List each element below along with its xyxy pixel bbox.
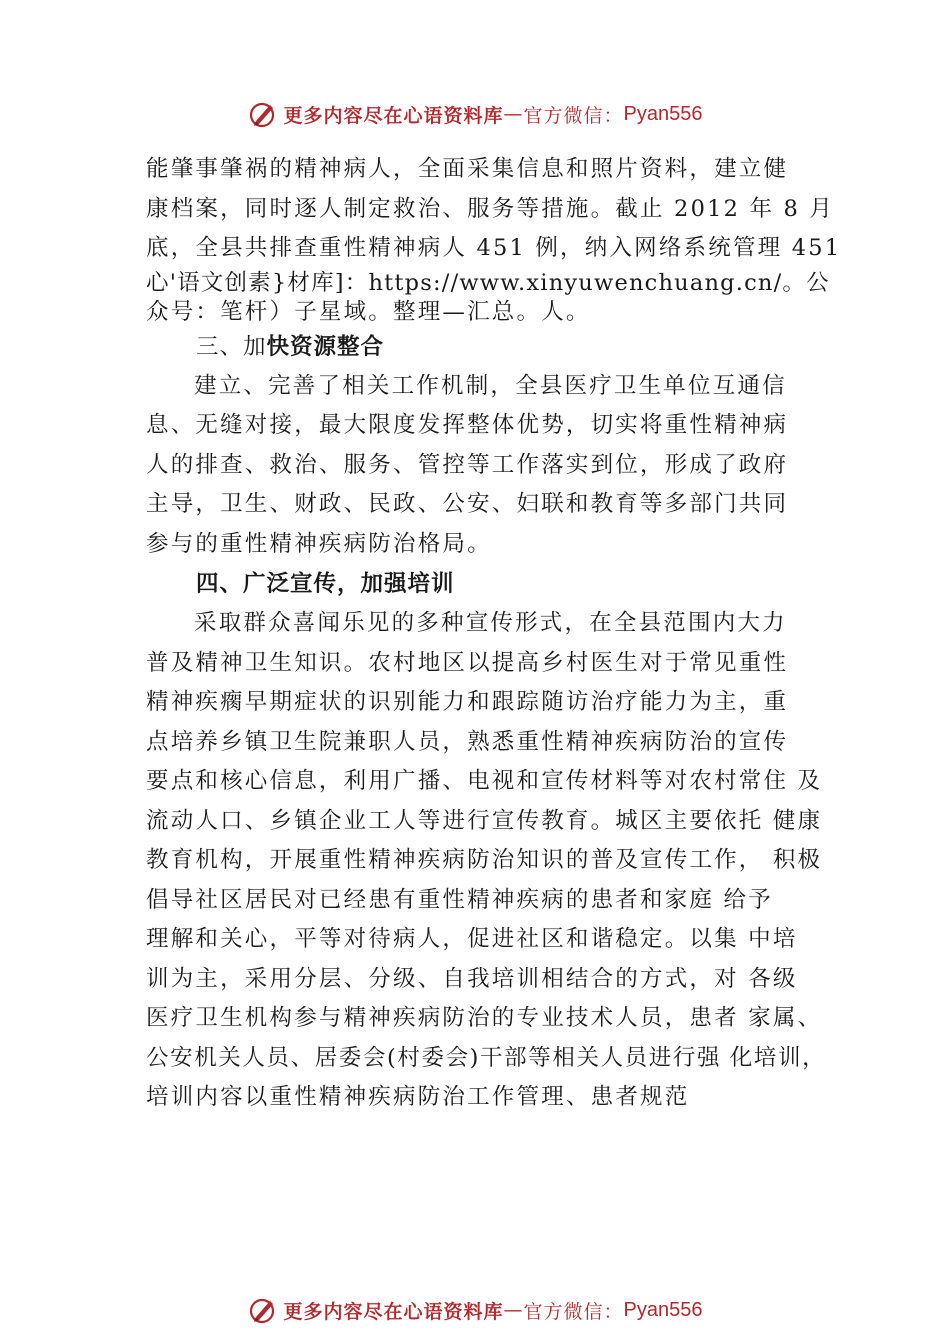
text-line: 底，全县共排查重性精神病人 451 例，纳入网络系统管理 451: [146, 235, 842, 261]
pen-logo-icon: [248, 1295, 278, 1325]
text-line: 人的排查、救治、服务、管控等工作落实到位，形成了政府: [146, 451, 789, 478]
paragraph-1: [146, 150, 842, 327]
paragraph-3: [146, 604, 836, 1118]
banner-dash: —: [503, 103, 524, 125]
text-line: 流动人口、乡镇企业工人等进行宣传教育。城区主要依托 健康: [146, 807, 823, 834]
banner-dash: —: [503, 1299, 524, 1321]
text-line: 医疗卫生机构参与精神疾病防治的专业技术人员，患者 家属、: [146, 1005, 823, 1031]
text-line: 点培养乡镇卫生院兼职人员，熟悉重性精神疾病防治的宣传: [146, 728, 789, 755]
header-banner: [0, 94, 950, 134]
heading-text: 四、广泛宣传，加强培训: [196, 571, 455, 597]
banner-wechat-id: Pyan556: [623, 102, 703, 125]
text-line: 众号：笔杆）子星域。整理—汇总。人。: [146, 298, 591, 325]
text-line: 心'语文创素}材库]：https://www.xinyuwenchuang.cn/。公: [146, 269, 830, 296]
text-line: 康档案，同时逐人制定救治、服务等措施。截止 2012 年 8 月: [146, 195, 835, 222]
text-line: 要点和核心信息，利用广播、电视和宣传材料等对农村常住 及: [146, 768, 823, 794]
text-line: 能肇事肇祸的精神病人，全面采集信息和照片资料，建立健: [146, 156, 789, 182]
banner-main-text: 更多内容尽在心语资料库: [283, 1300, 504, 1323]
paragraph-2: [146, 367, 836, 565]
text-line: 参与的重性精神疾病防治格局。: [146, 530, 492, 557]
pen-logo-icon: [248, 99, 278, 129]
heading-bold: 快资源整合: [266, 333, 385, 360]
banner-wechat-id: Pyan556: [623, 1298, 703, 1321]
text-line: 倡导社区居民对已经患有重性精神疾病的患者和家庭 给予: [146, 886, 773, 913]
text-line: 建立、完善了相关工作机制，全县医疗卫生单位互通信: [194, 372, 787, 399]
text-line: 教育机构，开展重性精神疾病防治知识的普及宣传工作， 积极: [146, 847, 823, 873]
text-line: 培训内容以重性精神疾病防治工作管理、患者规范: [146, 1084, 690, 1110]
text-line: 精神疾瘸早期症状的识别能力和跟踪随访治疗能力为主，重: [146, 689, 789, 715]
text-line: 采取群众喜闻乐见的多种宣传形式，在全县范围内大力: [194, 610, 787, 636]
heading-prefix: 三、加: [196, 333, 267, 360]
section-heading-4: [146, 564, 836, 604]
text-line: 息、无缝对接，最大限度发挥整体优势，切实将重性精神病: [146, 412, 789, 438]
banner-sub-text: 官方微信：: [523, 104, 624, 127]
text-line: 理解和关心，平等对待病人，促进社区和谐稳定。以集 中培: [146, 926, 798, 952]
banner-sub-text: 官方微信：: [523, 1300, 624, 1323]
text-line: 主导，卫生、财政、民政、公安、妇联和教育等多部门共同: [146, 491, 789, 517]
banner-main-text: 更多内容尽在心语资料库: [283, 104, 504, 127]
footer-banner: [0, 1290, 950, 1330]
text-line: 训为主，采用分层、分级、自我培训相结合的方式，对 各级: [146, 965, 798, 992]
text-line: 普及精神卫生知识。农村地区以提高乡村医生对于常见重性: [146, 649, 789, 676]
text-line: 公安机关人员、居委会(村委会)干部等相关人员进行强 化培训，: [146, 1044, 827, 1071]
document-body: [146, 150, 842, 1118]
section-heading-3: [146, 327, 836, 367]
